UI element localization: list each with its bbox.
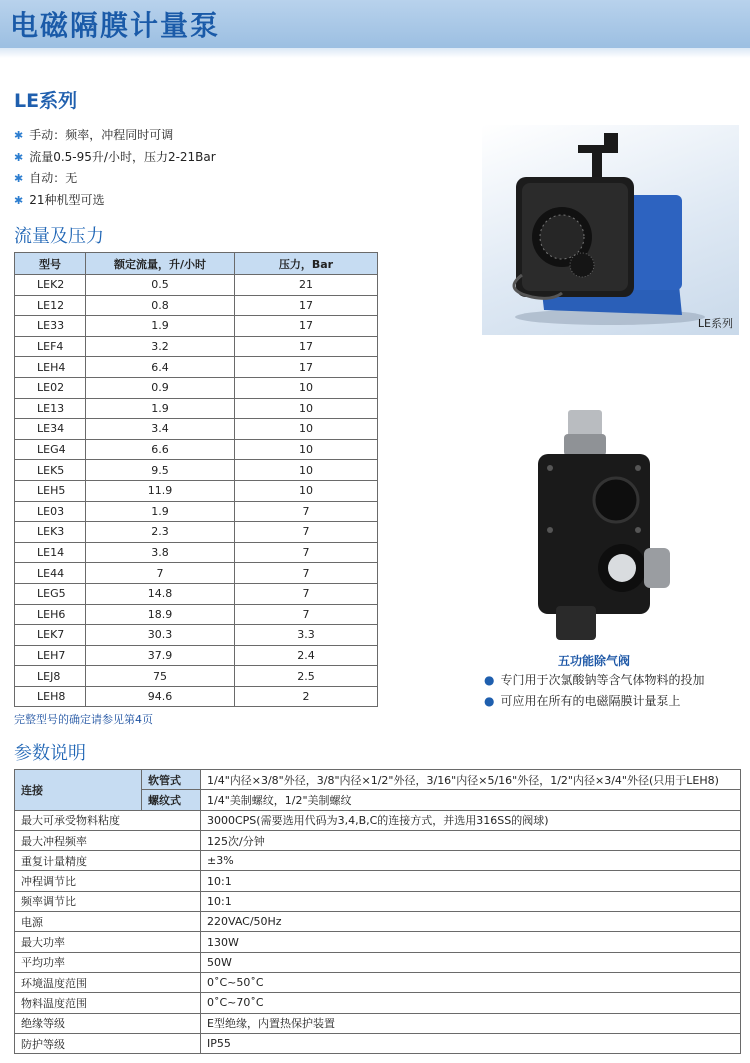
feature-list (14, 125, 216, 211)
flow-cell: 11.9 (86, 480, 235, 501)
bullet-icon: ● (484, 673, 495, 687)
flow-cell: 3.4 (86, 419, 235, 440)
model-cell: LEG5 (15, 583, 86, 604)
pressure-cell: 10 (235, 377, 378, 398)
pressure-cell: 7 (235, 583, 378, 604)
model-cell: LEK3 (15, 522, 86, 543)
flow-cell: 30.3 (86, 625, 235, 646)
flow-cell: 6.6 (86, 439, 235, 460)
param-label: 最大功率 (15, 932, 201, 952)
flow-cell: 3.2 (86, 336, 235, 357)
le-series-pump-photo (482, 125, 739, 335)
table-row (15, 851, 741, 871)
flow-pressure-table (14, 252, 378, 707)
pressure-cell: 7 (235, 604, 378, 625)
model-cell: LEF4 (15, 336, 86, 357)
table-row (15, 830, 741, 850)
param-value: 125次/分钟 (201, 830, 741, 850)
param-label: 环境温度范围 (15, 972, 201, 992)
valve-feature-list (484, 670, 705, 712)
param-label: 重复计量精度 (15, 851, 201, 871)
model-cell: LEH7 (15, 645, 86, 666)
flow-cell: 6.4 (86, 357, 235, 378)
list-item: ● 可应用在所有的电磁隔膜计量泵上 (484, 694, 681, 708)
bullet-icon: ● (484, 694, 495, 708)
table-header: 型号 (15, 253, 86, 275)
table-row (15, 666, 378, 687)
param-value: 3000CPS(需要选用代码为3,4,B,C的连接方式，并选用316SS的阀球) (201, 810, 741, 830)
model-cell: LE34 (15, 419, 86, 440)
feature-item: ✱ 21种机型可选 (14, 192, 105, 207)
list-item: ● 专门用于次氯酸钠等含气体物料的投加 (484, 673, 705, 687)
table-row (15, 542, 378, 563)
table-row (15, 522, 378, 543)
degassing-valve-image (530, 410, 680, 642)
params-section-title: 参数说明 (14, 743, 86, 764)
flow-cell: 1.9 (86, 398, 235, 419)
param-value: ±3% (201, 851, 741, 871)
flow-cell: 3.8 (86, 542, 235, 563)
pressure-cell: 10 (235, 439, 378, 460)
flow-cell: 18.9 (86, 604, 235, 625)
pressure-cell: 17 (235, 357, 378, 378)
pressure-cell: 7 (235, 563, 378, 584)
model-cell: LEK2 (15, 275, 86, 296)
model-cell: LE03 (15, 501, 86, 522)
model-cell: LEG4 (15, 439, 86, 460)
param-label: 频率调节比 (15, 891, 201, 911)
param-value: 50W (201, 952, 741, 972)
table-row (15, 480, 378, 501)
flow-cell: 94.6 (86, 686, 235, 707)
pressure-cell: 2.4 (235, 645, 378, 666)
param-label: 冲程调节比 (15, 871, 201, 891)
model-cell: LE14 (15, 542, 86, 563)
feature-item: ✱ 自动：无 (14, 171, 78, 185)
table-row (15, 419, 378, 440)
page-header (0, 0, 750, 48)
flow-cell: 0.5 (86, 275, 235, 296)
param-value: 0˚C~70˚C (201, 993, 741, 1013)
param-value: 10:1 (201, 891, 741, 911)
flow-cell: 1.9 (86, 316, 235, 337)
param-label: 绝缘等级 (15, 1013, 201, 1033)
table-row (15, 501, 378, 522)
table-row (15, 932, 741, 952)
table-row (15, 398, 378, 419)
flow-cell: 0.9 (86, 377, 235, 398)
model-cell: LEK5 (15, 460, 86, 481)
valve-caption: 五功能除气阀 (558, 654, 631, 668)
pressure-cell: 17 (235, 336, 378, 357)
table-row (15, 1033, 741, 1053)
param-value: 130W (201, 932, 741, 952)
table-row (15, 460, 378, 481)
table-row (15, 686, 378, 707)
star-bullet-icon: ✱ (14, 193, 24, 207)
page-title: 电磁隔膜计量泵 (10, 9, 221, 42)
star-bullet-icon: ✱ (14, 172, 24, 185)
table-row (15, 912, 741, 932)
star-bullet-icon: ✱ (14, 129, 24, 142)
thread-type-label: 螺纹式 (142, 790, 201, 810)
table-row (15, 336, 378, 357)
pressure-cell: 2 (235, 686, 378, 707)
param-value: 220VAC/50Hz (201, 912, 741, 932)
model-cell: LE13 (15, 398, 86, 419)
star-bullet-icon: ✱ (14, 150, 24, 164)
table-row (15, 891, 741, 911)
pressure-cell: 17 (235, 295, 378, 316)
table-row (15, 295, 378, 316)
tube-type-label: 软管式 (142, 770, 201, 790)
metering-pump-image (482, 125, 739, 335)
connection-label: 连接 (15, 770, 142, 811)
pressure-cell: 10 (235, 480, 378, 501)
model-cell: LE33 (15, 316, 86, 337)
param-value: E型绝缘，内置热保护装置 (201, 1013, 741, 1033)
param-label: 最大可承受物料粘度 (15, 810, 201, 830)
table-header: 压力，Bar (235, 253, 378, 275)
pressure-cell: 7 (235, 522, 378, 543)
table-row (15, 1013, 741, 1033)
table-row (15, 972, 741, 992)
table-row (15, 993, 741, 1013)
table-row (15, 439, 378, 460)
pressure-cell: 17 (235, 316, 378, 337)
model-cell: LEK7 (15, 625, 86, 646)
table-row (15, 583, 378, 604)
pressure-cell: 21 (235, 275, 378, 296)
param-label: 防护等级 (15, 1033, 201, 1053)
degassing-valve-photo (530, 410, 680, 642)
parameters-table (14, 769, 741, 1054)
flow-cell: 37.9 (86, 645, 235, 666)
pressure-cell: 2.5 (235, 666, 378, 687)
table-header: 额定流量，升/小时 (86, 253, 235, 275)
table-row (15, 810, 741, 830)
feature-item: ✱ 手动：频率，冲程同时可调 (14, 128, 174, 142)
model-cell: LEJ8 (15, 666, 86, 687)
table-row (15, 871, 741, 891)
feature-item: ✱ 流量0.5-95升/小时，压力2-21Bar (14, 149, 216, 164)
param-label: 平均功率 (15, 952, 201, 972)
model-cell: LE12 (15, 295, 86, 316)
param-label: 物料温度范围 (15, 993, 201, 1013)
pressure-cell: 3.3 (235, 625, 378, 646)
table-row (15, 275, 378, 296)
flow-cell: 0.8 (86, 295, 235, 316)
header-divider (0, 48, 750, 58)
pressure-cell: 10 (235, 419, 378, 440)
flow-cell: 14.8 (86, 583, 235, 604)
table-row (15, 357, 378, 378)
pressure-cell: 10 (235, 398, 378, 419)
param-value: 0˚C~50˚C (201, 972, 741, 992)
model-cell: LE02 (15, 377, 86, 398)
model-cell: LEH5 (15, 480, 86, 501)
photo-caption: LE系列 (697, 317, 733, 330)
flow-cell: 7 (86, 563, 235, 584)
param-value: IP55 (201, 1033, 741, 1053)
table-row (15, 952, 741, 972)
thread-type-value: 1/4"美制螺纹，1/2"美制螺纹 (201, 790, 741, 810)
flow-cell: 75 (86, 666, 235, 687)
table-row (15, 563, 378, 584)
model-cell: LEH8 (15, 686, 86, 707)
table-footnote: 完整型号的确定请参见第4页 (14, 713, 153, 726)
model-cell: LEH6 (15, 604, 86, 625)
flow-section-title: 流量及压力 (14, 226, 104, 247)
param-value: 10:1 (201, 871, 741, 891)
param-label: 最大冲程频率 (15, 830, 201, 850)
model-cell: LEH4 (15, 357, 86, 378)
pressure-cell: 7 (235, 501, 378, 522)
flow-cell: 9.5 (86, 460, 235, 481)
table-row (15, 645, 378, 666)
table-row (15, 377, 378, 398)
tube-type-value: 1/4"内径×3/8"外径，3/8"内径×1/2"外径，3/16"内径×5/16"外径，1/2"内径×3/4"外径(只用于LEH8) (201, 770, 741, 790)
param-label: 电源 (15, 912, 201, 932)
table-row (15, 770, 741, 790)
pressure-cell: 10 (235, 460, 378, 481)
model-cell: LE44 (15, 563, 86, 584)
table-row (15, 604, 378, 625)
table-row (15, 625, 378, 646)
table-row (15, 316, 378, 337)
series-title: LE系列 (14, 90, 78, 112)
flow-cell: 2.3 (86, 522, 235, 543)
pressure-cell: 7 (235, 542, 378, 563)
flow-cell: 1.9 (86, 501, 235, 522)
